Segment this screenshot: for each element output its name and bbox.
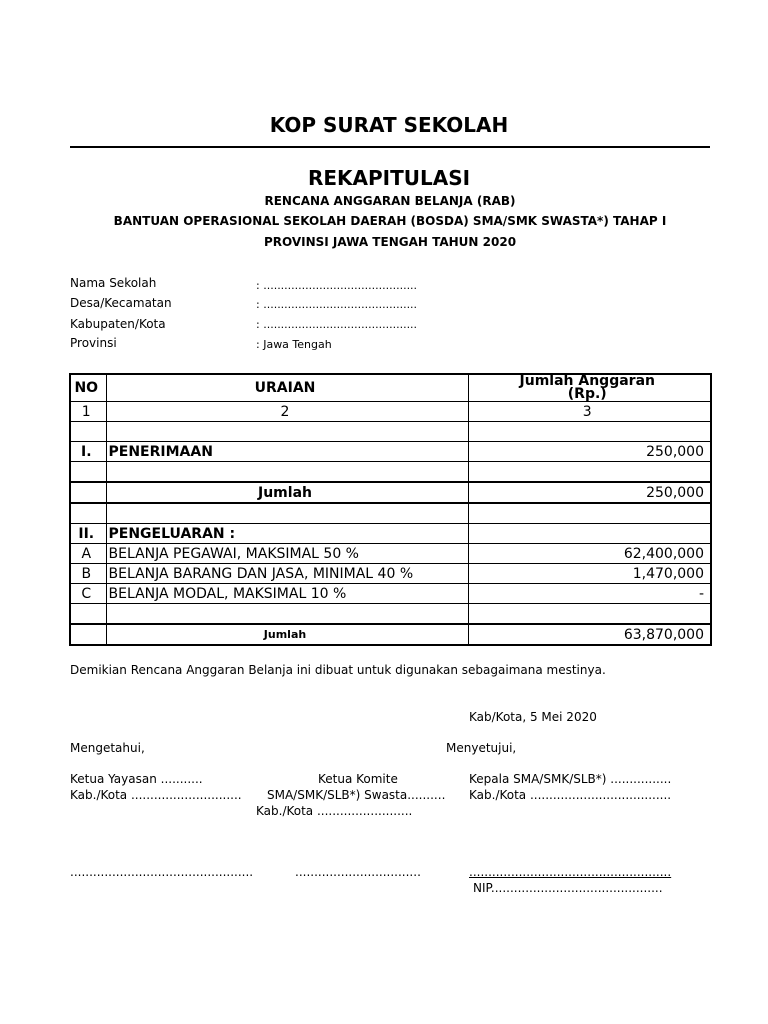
table-row-item-a [70, 544, 711, 564]
item-c-label: BELANJA MODAL, MAKSIMAL 10 % [106, 584, 468, 604]
ketua-yayasan-kab: Kab./Kota ............................. [70, 788, 242, 802]
empty-cell [468, 422, 711, 442]
value-desa-kecamatan: : ............................................ [256, 298, 418, 311]
table-row-jumlah-total [70, 624, 711, 645]
letterhead-divider [70, 146, 710, 148]
index-3: 3 [468, 402, 711, 422]
header-no: NO [70, 374, 106, 402]
index-1: 1 [70, 402, 106, 422]
item-a-amount: 62,400,000 [468, 544, 711, 564]
subtitle-bosda: BANTUAN OPERASIONAL SEKOLAH DAERAH (BOSDA) SMA/SMK SWASTA*) TAHAP I [113, 214, 667, 228]
kepala-sekolah-kab: Kab./Kota ..................................... [469, 788, 672, 802]
penerimaan-label: PENERIMAAN [106, 442, 468, 462]
penerimaan-no: I. [70, 442, 106, 462]
empty-cell [70, 624, 106, 645]
subtitle-provinsi: PROVINSI JAWA TENGAH TAHUN 2020 [263, 235, 517, 249]
table-row [70, 462, 711, 483]
table-row [70, 604, 711, 625]
header-jumlah-anggaran [468, 374, 711, 402]
jumlah-penerimaan-label: Jumlah [106, 482, 468, 503]
empty-cell [70, 503, 106, 524]
subtitle-rab: RENCANA ANGGARAN BELANJA (RAB) [264, 194, 516, 208]
empty-cell [468, 524, 711, 544]
item-a-no: A [70, 544, 106, 564]
empty-cell [70, 462, 106, 483]
table-row [70, 422, 711, 442]
empty-cell [106, 604, 468, 625]
value-nama-sekolah: : ............................................ [256, 279, 418, 292]
item-b-amount: 1,470,000 [468, 564, 711, 584]
signature-line-yayasan: ................................................ [70, 865, 254, 879]
table-index-row [70, 402, 711, 422]
item-a-label: BELANJA PEGAWAI, MAKSIMAL 50 % [106, 544, 468, 564]
empty-cell [468, 604, 711, 625]
label-provinsi: Provinsi [70, 336, 117, 350]
table-row-jumlah-penerimaan [70, 482, 711, 503]
closing-statement: Demikian Rencana Anggaran Belanja ini dibuat untuk digunakan sebagaimana mestinya. [70, 663, 606, 677]
empty-cell [106, 422, 468, 442]
table-row-item-c [70, 584, 711, 604]
jumlah-total-amount: 63,870,000 [468, 624, 711, 645]
ketua-komite: Ketua Komite [318, 772, 398, 786]
table-header-row [70, 374, 711, 402]
jumlah-total-label: Jumlah [106, 624, 468, 645]
ketua-komite-sekolah: SMA/SMK/SLB*) Swasta.......... [267, 788, 446, 802]
item-c-amount: - [468, 584, 711, 604]
table-row-pengeluaran [70, 524, 711, 544]
value-kabupaten-kota: : ............................................ [256, 318, 418, 331]
signature-line-kepala: ..................................................... [469, 865, 672, 879]
item-b-label: BELANJA BARANG DAN JASA, MINIMAL 40 % [106, 564, 468, 584]
empty-cell [70, 422, 106, 442]
mengetahui-label: Mengetahui, [70, 741, 145, 755]
label-nama-sekolah: Nama Sekolah [70, 276, 157, 290]
table-row-item-b [70, 564, 711, 584]
nip-field: NIP............................................. [473, 881, 663, 895]
ketua-yayasan: Ketua Yayasan ........... [70, 772, 203, 786]
empty-cell [106, 503, 468, 524]
header-jumlah-line1: Jumlah Anggaran [519, 374, 655, 389]
pengeluaran-label: PENGELUARAN : [106, 524, 468, 544]
place-date: Kab/Kota, 5 Mei 2020 [469, 710, 597, 724]
index-2: 2 [106, 402, 468, 422]
ketua-komite-kab: Kab./Kota ......................... [256, 804, 413, 818]
empty-cell [468, 503, 711, 524]
jumlah-penerimaan-amount: 250,000 [468, 482, 711, 503]
header-jumlah-line2: (Rp.) [567, 386, 607, 402]
pengeluaran-no: II. [70, 524, 106, 544]
signature-line-komite: ................................. [295, 865, 421, 879]
rab-table [69, 373, 712, 646]
empty-cell [106, 462, 468, 483]
empty-cell [70, 604, 106, 625]
document-title: REKAPITULASI [307, 166, 471, 190]
table-row-penerimaan [70, 442, 711, 462]
menyetujui-label: Menyetujui, [446, 741, 517, 755]
item-b-no: B [70, 564, 106, 584]
empty-cell [468, 462, 711, 483]
item-c-no: C [70, 584, 106, 604]
empty-cell [70, 482, 106, 503]
label-desa-kecamatan: Desa/Kecamatan [70, 296, 172, 310]
table-row [70, 503, 711, 524]
penerimaan-amount: 250,000 [468, 442, 711, 462]
header-uraian: URAIAN [106, 374, 468, 402]
kepala-sekolah: Kepala SMA/SMK/SLB*) ................ [469, 772, 672, 786]
label-kabupaten-kota: Kabupaten/Kota [70, 317, 166, 331]
value-provinsi: : Jawa Tengah [256, 338, 332, 351]
letterhead-title: KOP SURAT SEKOLAH [269, 113, 509, 137]
